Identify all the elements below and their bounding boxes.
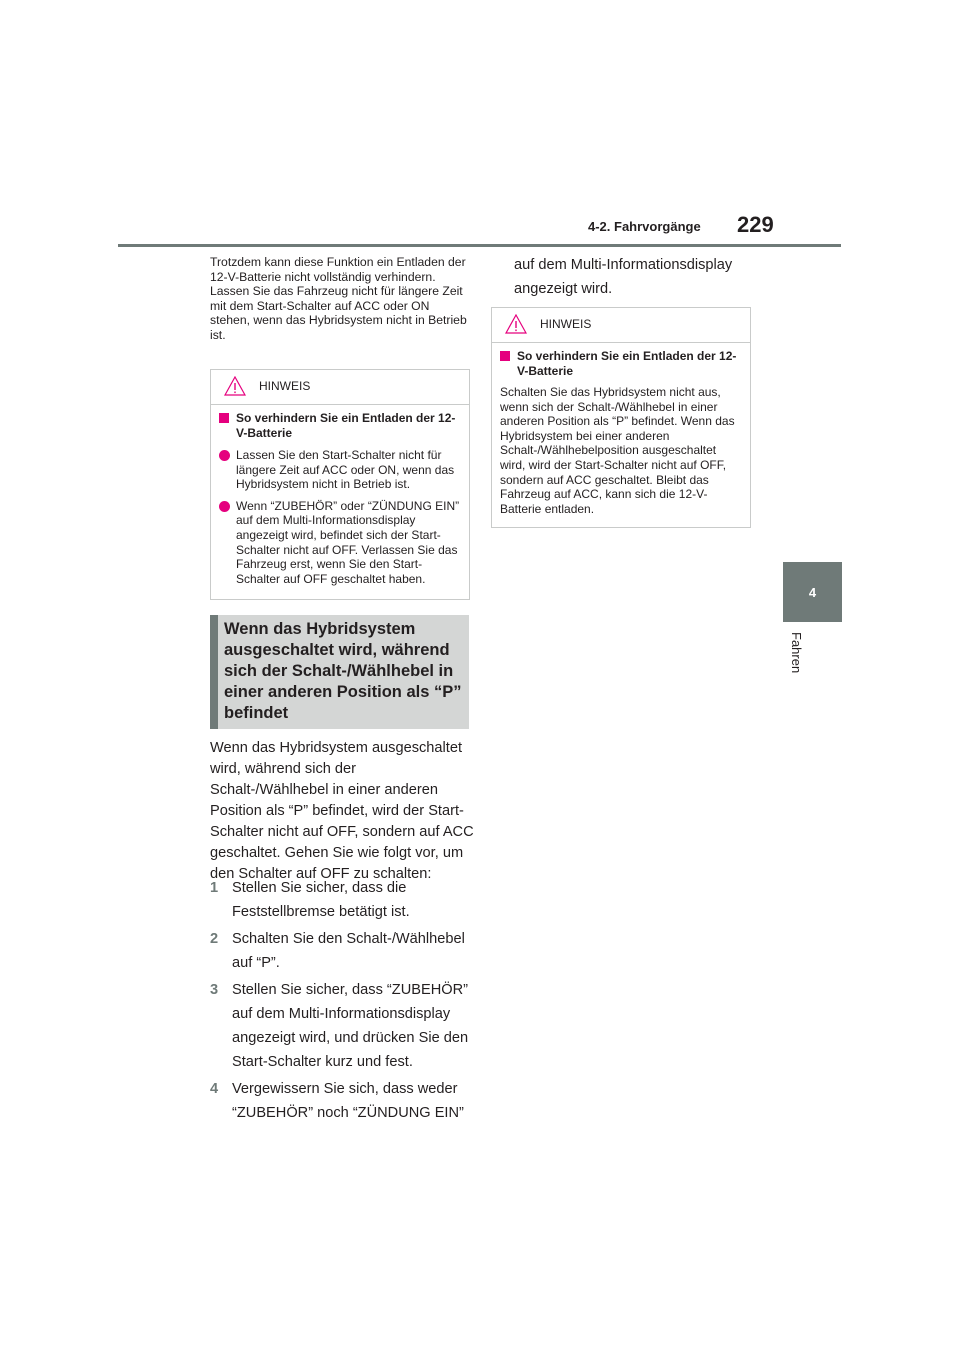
section-heading-box [210, 615, 469, 729]
chapter-label-text: Fahren [789, 632, 804, 674]
square-bullet-icon [219, 413, 229, 423]
step-number: 3 [210, 982, 219, 998]
step-number: 1 [210, 880, 219, 896]
notice-header [492, 308, 750, 343]
chapter-tab [783, 562, 842, 622]
notice-subheading: So verhindern Sie ein Entladen der 12-V-Batterie [219, 411, 461, 441]
round-bullet-icon [219, 501, 230, 512]
notice-header [211, 370, 469, 405]
step-number: 2 [210, 931, 219, 947]
step-text: Stellen Sie sicher, dass “ZUBEHÖR” auf dem Multi-Informationsdisplay angezeigt wird, und drücken Sie den Start-Schalter kurz und fest. [232, 982, 469, 1070]
step-item [210, 927, 475, 975]
step-list [210, 876, 475, 1128]
square-bullet-icon [500, 351, 510, 361]
step-number: 4 [210, 1081, 219, 1097]
notice-subheading: So verhindern Sie ein Entladen der 12-V-Batterie [500, 349, 742, 379]
section-heading-bar [210, 615, 218, 729]
warning-triangle-icon [505, 314, 527, 334]
step-item [210, 978, 475, 1074]
section-heading: Wenn das Hybridsystem ausgeschaltet wird, während sich der Schalt-/Wählhebel in einer anderen Position als “P” befindet [224, 620, 462, 722]
running-header-section: 4-2. Fahrvorgänge [588, 219, 701, 234]
notice-bullet: Wenn “ZUBEHÖR” oder “ZÜNDUNG EIN” auf dem Multi-Informationsdisplay angezeigt wird, befindet sich der Start-Schalter nicht auf OFF. Verlassen Sie das Fahrzeug erst, wenn Sie den Start-Schalter auf OFF geschaltet haben. [219, 499, 461, 587]
chapter-tab-number: 4 [808, 584, 817, 600]
chapter-label [788, 632, 808, 692]
notice-box-right [491, 307, 751, 528]
section-body: Wenn das Hybridsystem ausgeschaltet wird, während sich der Schalt-/Wählhebel in einer anderen Position als “P” befindet, wird der Start-Schalter nicht auf OFF, sondern auf ACC geschaltet. Gehen Sie wie folgt vor, um den Schalter auf OFF zu schalten: [210, 740, 474, 882]
step-text: Schalten Sie den Schalt-/Wählhebel auf “P”. [232, 931, 465, 971]
intro-paragraph: Trotzdem kann diese Funktion ein Entladen der 12-V-Batterie nicht vollständig verhindern. Lassen Sie das Fahrzeug nicht für längere Zeit mit dem Start-Schalter auf ACC oder ON stehen, wenn das Hybridsystem nicht in Betrieb ist. [210, 255, 467, 342]
page-number: 229 [737, 212, 774, 237]
notice-title: HINWEIS [259, 379, 311, 393]
step-item [210, 876, 475, 924]
warning-triangle-icon [224, 376, 246, 396]
notice-title: HINWEIS [540, 317, 592, 331]
header-rule [118, 244, 841, 247]
notice-box-left [210, 369, 470, 600]
continued-step-text: auf dem Multi-Informationsdisplay angezeigt wird. [514, 257, 733, 297]
step-text: Stellen Sie sicher, dass die Feststellbremse betätigt ist. [232, 880, 410, 920]
notice-bullet: Lassen Sie den Start-Schalter nicht für längere Zeit auf ACC oder ON, wenn das Hybridsystem nicht in Betrieb ist. [219, 448, 461, 492]
step-item [210, 1077, 475, 1125]
round-bullet-icon [219, 450, 230, 461]
step-text: Vergewissern Sie sich, dass weder “ZUBEHÖR” noch “ZÜNDUNG EIN” [232, 1081, 464, 1121]
notice-paragraph: Schalten Sie das Hybridsystem nicht aus, wenn sich der Schalt-/Wählhebel in einer anderen Position als “P” befindet. Wenn das Hybridsystem bei einer anderen Schalt-/Wählhebelposition ausgeschaltet wird, wird der Start-Schalter nicht auf OFF, sondern auf ACC geschaltet. Bleibt das Fahrzeug auf ACC, kann sich die 12-V-Batterie entladen. [500, 385, 735, 516]
